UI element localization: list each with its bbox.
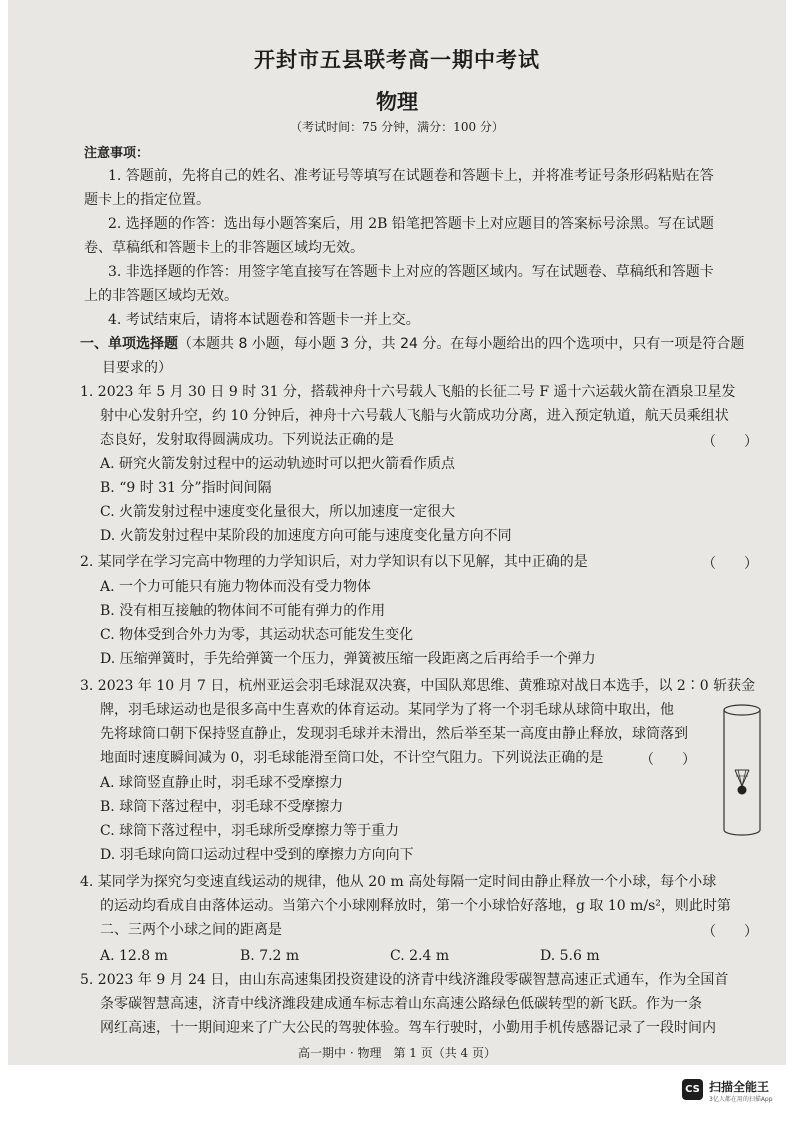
q4-option-c: C. 2.4 m (390, 948, 450, 964)
notice-item-2-line-2: 卷、草稿纸和答题卡上的非答题区域均无效。 (84, 240, 364, 256)
q1-option-b: B. “9 时 31 分”指时间间隔 (100, 480, 272, 496)
q3-option-b: B. 球筒下落过程中，羽毛球不受摩擦力 (100, 799, 344, 815)
q3-stem-line-1: 3. 2023 年 10 月 7 日，杭州亚运会羽毛球混双决赛，中国队郑思维、黄雅琼对战日本选手，以 2∶0 斩获金 (80, 678, 756, 694)
watermark-tagline: 3亿人都在用的扫描App (709, 1096, 773, 1103)
notice-heading: 注意事项： (84, 146, 150, 161)
q1-stem-line-2: 射中心发射升空，约 10 分钟后，神舟十六号载人飞船与火箭成功分离，进入预定轨道，航天员乘组状 (100, 408, 729, 424)
notice-item-3-line-2: 上的非答题区域均无效。 (84, 288, 238, 304)
q1-option-d: D. 火箭发射过程中某阶段的加速度方向可能与速度变化量方向不同 (100, 528, 512, 544)
notice-item-1-line-2: 题卡上的指定位置。 (84, 192, 210, 208)
notice-item-3-line-1: 3. 非选择题的作答：用签字笔直接写在答题卡上对应的答题区域内。写在试题卷、草稿纸和答题卡 (108, 264, 714, 280)
notice-item-4: 4. 考试结束后，请将本试题卷和答题卡一并上交。 (108, 312, 420, 328)
q1-answer-bracket: （ ） (702, 434, 758, 450)
tube-bottom-rim (724, 830, 760, 835)
camscanner-logo-icon: CS (682, 1079, 703, 1100)
q5-stem-line-3: 网红高速，十一期间迎来了广大公民的驾驶体验。驾车行驶时，小勤用手机传感器记录了一段时间内 (100, 1020, 716, 1036)
exam-info: （考试时间：75 分钟，满分：100 分） (290, 120, 504, 134)
q3-option-d: D. 羽毛球向筒口运动过程中受到的摩擦力方向向下 (100, 847, 414, 863)
q3-stem-line-3: 先将球筒口朝下保持竖直静止，发现羽毛球并未滑出，然后举至某一高度由静止释放，球筒落到 (100, 726, 688, 742)
scanner-watermark (682, 1079, 773, 1105)
q2-answer-bracket: （ ） (702, 556, 758, 572)
q1-stem-line-3: 态良好，发射取得圆满成功。下列说法正确的是 (100, 432, 394, 448)
q1-option-a: A. 研究火箭发射过程中的运动轨迹时可以把火箭看作质点 (100, 456, 456, 472)
q4-answer-bracket: （ ） (702, 924, 758, 940)
page-footer: 高一期中 · 物理 第 1 页（共 4 页） (298, 1046, 496, 1060)
q4-option-b: B. 7.2 m (240, 948, 300, 964)
q3-answer-bracket: （ ） (640, 752, 696, 768)
q1-stem-line-1: 1. 2023 年 5 月 30 日 9 时 31 分，搭载神舟十六号载人飞船的长征二号 F 遥十六运载火箭在酒泉卫星发 (80, 384, 736, 400)
section-1-label: 一、单项选择题 (80, 336, 178, 352)
q3-stem-line-4: 地面时速度瞬间减为 0，羽毛球能滑至筒口处，不计空气阻力。下列说法正确的是 (100, 750, 604, 766)
section-1-desc: （本题共 8 小题，每小题 3 分，共 24 分。在每小题给出的四个选项中，只有一项是符合题 (178, 336, 745, 352)
shuttlecock-icon (735, 770, 749, 795)
page-title: 开封市五县联考高一期中考试 (254, 48, 540, 72)
q3-option-c: C. 球筒下落过程中，羽毛球所受摩擦力等于重力 (100, 823, 400, 839)
q2-option-a: A. 一个力可能只有施力物体而没有受力物体 (100, 579, 372, 595)
q4-stem-line-1: 4. 某同学为探究匀变速直线运动的规律，他从 20 m 高处每隔一定时间由静止释放一个小球，每个小球 (80, 874, 717, 890)
q4-option-d: D. 5.6 m (540, 948, 600, 964)
shuttlecock-tube-figure (712, 700, 772, 840)
notice-item-2-line-1: 2. 选择题的作答：选出每小题答案后，用 2B 铅笔把答题卡上对应题目的答案标号涂黑。写在试题 (108, 216, 714, 232)
exam-paper (8, 0, 786, 1065)
section-1-heading (80, 332, 744, 356)
q2-stem: 2. 某同学在学习完高中物理的力学知识后，对力学知识有以下见解，其中正确的是 (80, 554, 588, 570)
section-1-desc-cont: 目要求的） (102, 360, 172, 376)
subject-title: 物理 (376, 90, 418, 114)
watermark-text (709, 1079, 773, 1105)
q2-option-d: D. 压缩弹簧时，手先给弹簧一个压力，弹簧被压缩一段距离之后再给手一个弹力 (100, 651, 596, 667)
tube-top-rim (724, 705, 760, 715)
watermark-name: 扫描全能王 (709, 1080, 770, 1094)
q1-option-c: C. 火箭发射过程中速度变化量很大，所以加速度一定很大 (100, 504, 456, 520)
q3-option-a: A. 球筒竖直静止时，羽毛球不受摩擦力 (100, 775, 344, 791)
q5-stem-line-2: 条零碳智慧高速，济青中线济潍段建成通车标志着山东高速公路绿色低碳转型的新飞跃。作为一条 (100, 996, 702, 1012)
q4-option-a: A. 12.8 m (100, 948, 168, 964)
q4-stem-line-2: 的运动均看成自由落体运动。当第六个小球刚释放时，第一个小球恰好落地，g 取 10 m/s²，则此时第 (100, 898, 731, 914)
q4-stem-line-3: 二、三两个小球之间的距离是 (100, 922, 282, 938)
q3-stem-line-2: 牌，羽毛球运动也是很多高中生喜欢的体育运动。某同学为了将一个羽毛球从球筒中取出，他 (100, 702, 674, 718)
q2-option-c: C. 物体受到合外力为零，其运动状态可能发生变化 (100, 627, 414, 643)
q5-stem-line-1: 5. 2023 年 9 月 24 日，由山东高速集团投资建设的济青中线济潍段零碳智慧高速正式通车，作为全国首 (80, 972, 729, 988)
notice-item-1-line-1: 1. 答题前，先将自己的姓名、准考证号等填写在试题卷和答题卡上，并将准考证号条形码粘贴在答 (108, 168, 714, 184)
q2-option-b: B. 没有相互接触的物体间不可能有弹力的作用 (100, 603, 386, 619)
